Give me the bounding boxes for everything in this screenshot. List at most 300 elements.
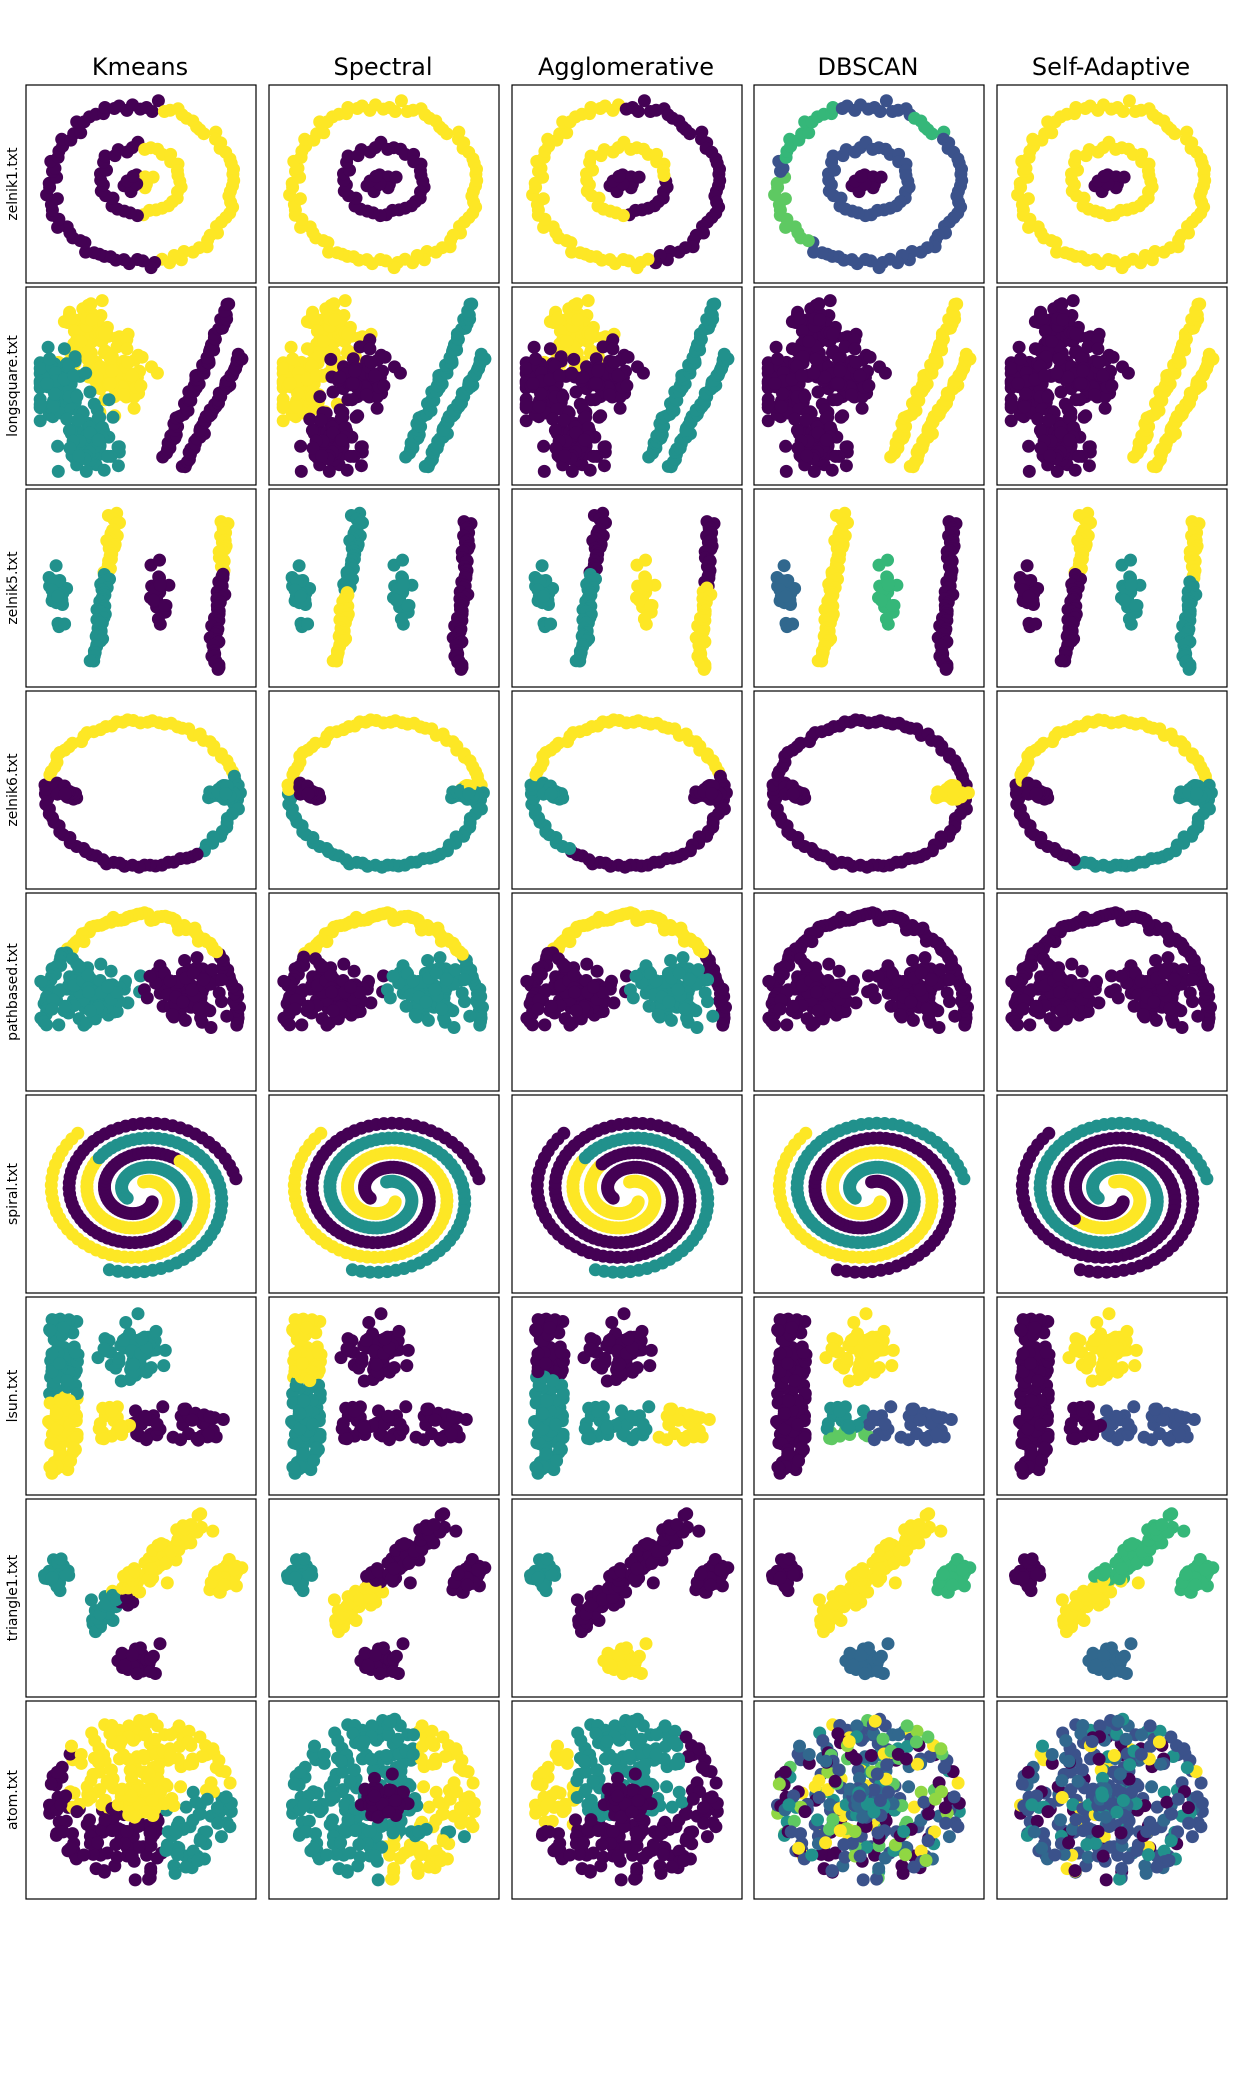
- data-point: [537, 590, 550, 603]
- data-point: [546, 413, 559, 426]
- panel-zelnik6-agglomerative: [512, 691, 742, 889]
- data-point: [800, 449, 813, 462]
- data-point: [565, 367, 578, 380]
- data-point: [82, 986, 95, 999]
- data-point: [301, 618, 314, 631]
- data-point: [105, 365, 118, 378]
- data-point: [390, 171, 403, 184]
- data-point: [537, 440, 550, 453]
- data-point: [571, 313, 584, 326]
- data-point: [644, 599, 657, 612]
- data-point: [435, 1003, 448, 1016]
- data-point: [1096, 369, 1109, 382]
- data-point: [277, 975, 290, 988]
- panel-zelnik5-kmeans: [26, 489, 256, 687]
- data-point: [197, 127, 210, 140]
- data-point: [613, 170, 626, 183]
- data-point: [197, 973, 210, 986]
- data-point: [849, 356, 862, 369]
- data-point: [1062, 371, 1075, 384]
- data-point: [348, 365, 361, 378]
- data-point: [779, 590, 792, 603]
- data-point: [831, 393, 844, 406]
- data-point: [545, 787, 558, 800]
- data-point: [1193, 298, 1206, 311]
- row-label-zelnik6: zelnik6.txt: [5, 753, 21, 827]
- data-point: [589, 393, 602, 406]
- data-point: [284, 377, 297, 390]
- data-point: [560, 335, 573, 348]
- data-point: [113, 440, 126, 453]
- data-point: [1022, 440, 1035, 453]
- data-point: [172, 169, 185, 182]
- data-point: [955, 174, 968, 187]
- data-point: [220, 1010, 233, 1023]
- data-point: [882, 578, 895, 591]
- row-labels: [5, 147, 21, 1830]
- data-point: [813, 313, 826, 326]
- row-label-triangle1: triangle1.txt: [5, 1554, 21, 1642]
- panel-zelnik1-dbscan: [754, 85, 984, 283]
- data-point: [775, 400, 788, 413]
- data-point: [317, 335, 330, 348]
- data-point: [120, 342, 133, 355]
- data-point: [638, 613, 651, 626]
- data-point: [879, 367, 892, 380]
- data-point: [415, 169, 428, 182]
- column-title-spectral: Spectral: [333, 53, 433, 81]
- panel-longsquare-kmeans: [26, 287, 256, 485]
- data-point: [41, 377, 54, 390]
- data-point: [51, 440, 64, 453]
- data-point: [762, 362, 775, 375]
- data-point: [147, 594, 160, 607]
- data-point: [590, 377, 603, 390]
- data-point: [1043, 414, 1056, 427]
- data-point: [206, 963, 219, 976]
- data-point: [1029, 342, 1042, 355]
- data-point: [397, 578, 410, 591]
- data-point: [769, 377, 782, 390]
- data-point: [176, 996, 189, 1009]
- data-point: [558, 414, 571, 427]
- data-point: [1123, 613, 1136, 626]
- data-point: [826, 464, 839, 477]
- data-point: [862, 379, 875, 392]
- data-point: [1069, 464, 1082, 477]
- data-point: [824, 294, 837, 307]
- data-point: [633, 594, 646, 607]
- data-point: [855, 170, 868, 183]
- data-point: [164, 974, 177, 987]
- data-point: [85, 297, 98, 310]
- data-point: [222, 298, 235, 311]
- data-point: [571, 297, 584, 310]
- data-point: [778, 559, 791, 572]
- data-point: [544, 342, 557, 355]
- data-point: [533, 400, 546, 413]
- data-point: [1088, 389, 1101, 402]
- data-point: [820, 434, 833, 447]
- data-point: [1036, 312, 1049, 325]
- data-point: [73, 960, 86, 973]
- panel-zelnik6-self-adaptive: [997, 691, 1227, 889]
- data-point: [829, 450, 842, 463]
- data-point: [1078, 411, 1091, 424]
- data-point: [881, 554, 894, 567]
- data-point: [1005, 362, 1018, 375]
- data-point: [84, 386, 97, 399]
- column-titles: [92, 53, 1190, 81]
- data-point: [152, 613, 165, 626]
- panel-zelnik1-spectral: [269, 85, 499, 283]
- data-point: [34, 362, 47, 375]
- panel-zelnik6-dbscan: [754, 691, 984, 889]
- data-point: [293, 559, 306, 572]
- data-point: [212, 663, 225, 676]
- data-point: [1030, 787, 1043, 800]
- data-point: [900, 169, 913, 182]
- panel-longsquare-self-adaptive: [997, 287, 1227, 485]
- data-point: [1021, 559, 1034, 572]
- data-point: [98, 328, 111, 341]
- data-point: [570, 654, 583, 667]
- data-point: [551, 312, 564, 325]
- data-point: [1099, 402, 1112, 415]
- data-point: [72, 449, 85, 462]
- panel-zelnik5-spectral: [269, 489, 499, 687]
- row-label-zelnik5: zelnik5.txt: [5, 551, 21, 625]
- data-point: [593, 411, 606, 424]
- data-point: [348, 965, 361, 978]
- data-point: [384, 991, 397, 1004]
- data-point: [1074, 393, 1087, 406]
- data-point: [294, 440, 307, 453]
- data-point: [1056, 313, 1069, 326]
- data-point: [283, 1018, 296, 1031]
- data-point: [819, 371, 832, 384]
- data-point: [81, 353, 94, 366]
- row-label-pathbased: pathbased.txt: [5, 943, 21, 1041]
- data-point: [1045, 335, 1058, 348]
- data-point: [65, 312, 78, 325]
- data-point: [377, 379, 390, 392]
- data-point: [1055, 386, 1068, 399]
- data-point: [395, 613, 408, 626]
- data-point: [344, 981, 357, 994]
- data-point: [153, 554, 166, 567]
- data-point: [325, 986, 338, 999]
- data-point: [835, 411, 848, 424]
- data-point: [718, 348, 731, 361]
- data-point: [409, 1008, 422, 1021]
- data-point: [434, 951, 447, 964]
- data-point: [350, 411, 363, 424]
- data-point: [1075, 377, 1088, 390]
- column-title-kmeans: Kmeans: [91, 53, 189, 81]
- data-point: [812, 654, 825, 667]
- data-point: [360, 389, 373, 402]
- data-point: [826, 328, 839, 341]
- data-point: [698, 663, 711, 676]
- data-point: [603, 389, 616, 402]
- data-point: [1168, 127, 1181, 140]
- data-point: [567, 353, 580, 366]
- data-point: [103, 393, 116, 406]
- panel-zelnik1-self-adaptive: [997, 85, 1227, 283]
- data-point: [713, 174, 726, 187]
- data-point: [308, 312, 321, 325]
- data-point: [144, 970, 157, 983]
- data-point: [286, 352, 299, 365]
- data-point: [577, 371, 590, 384]
- data-point: [853, 369, 866, 382]
- data-point: [117, 389, 130, 402]
- data-point: [1098, 170, 1111, 183]
- data-point: [341, 464, 354, 477]
- data-point: [940, 663, 953, 676]
- data-point: [96, 294, 109, 307]
- data-point: [527, 377, 540, 390]
- data-point: [154, 578, 167, 591]
- data-point: [379, 351, 392, 364]
- data-point: [606, 342, 619, 355]
- data-point: [121, 356, 134, 369]
- data-point: [58, 618, 71, 631]
- data-point: [786, 618, 799, 631]
- panel-pathbased-spectral: [269, 893, 499, 1091]
- data-point: [151, 367, 164, 380]
- data-point: [302, 1000, 315, 1013]
- data-point: [310, 369, 323, 382]
- data-point: [368, 369, 381, 382]
- data-point: [1063, 434, 1076, 447]
- data-point: [833, 365, 846, 378]
- data-point: [179, 1014, 192, 1027]
- data-point: [1105, 379, 1118, 392]
- data-point: [277, 362, 290, 375]
- data-point: [346, 393, 359, 406]
- data-point: [864, 351, 877, 364]
- data-point: [67, 369, 80, 382]
- data-point: [227, 174, 240, 187]
- data-point: [1183, 663, 1196, 676]
- data-point: [186, 983, 199, 996]
- data-point: [470, 174, 483, 187]
- data-point: [845, 389, 858, 402]
- data-point: [1014, 352, 1027, 365]
- data-point: [1018, 400, 1031, 413]
- data-point: [387, 970, 400, 983]
- data-point: [771, 352, 784, 365]
- data-point: [462, 787, 475, 800]
- row-label-lsun: lsun.txt: [5, 1369, 21, 1423]
- data-point: [786, 342, 799, 355]
- panel-pathbased-agglomerative: [512, 893, 742, 1091]
- data-point: [219, 787, 232, 800]
- data-point: [289, 1003, 302, 1016]
- data-point: [620, 379, 633, 392]
- data-point: [43, 352, 56, 365]
- data-point: [328, 313, 341, 326]
- data-point: [295, 465, 308, 478]
- data-point: [798, 390, 811, 403]
- data-point: [449, 963, 462, 976]
- data-point: [335, 434, 348, 447]
- panel-zelnik5-agglomerative: [512, 489, 742, 687]
- data-point: [1043, 449, 1056, 462]
- data-point: [364, 356, 377, 369]
- data-point: [394, 367, 407, 380]
- data-point: [125, 369, 138, 382]
- data-point: [324, 353, 337, 366]
- data-point: [295, 1018, 308, 1031]
- data-point: [458, 995, 471, 1008]
- data-point: [705, 787, 718, 800]
- data-point: [51, 590, 64, 603]
- data-point: [1125, 578, 1138, 591]
- data-point: [339, 294, 352, 307]
- data-point: [1056, 297, 1069, 310]
- data-point: [591, 365, 604, 378]
- data-point: [315, 414, 328, 427]
- data-point: [770, 341, 783, 354]
- data-point: [1031, 413, 1044, 426]
- data-point: [59, 787, 72, 800]
- data-point: [463, 1010, 476, 1023]
- data-point: [802, 335, 815, 348]
- data-point: [1050, 367, 1063, 380]
- data-point: [1072, 450, 1085, 463]
- data-point: [166, 1008, 179, 1021]
- data-point: [290, 400, 303, 413]
- data-point: [328, 297, 341, 310]
- data-point: [947, 787, 960, 800]
- data-point: [1067, 294, 1080, 307]
- data-point: [50, 559, 63, 572]
- column-title-agglomerative: Agglomerative: [537, 53, 715, 81]
- data-point: [520, 362, 533, 375]
- data-point: [1190, 787, 1203, 800]
- data-point: [1041, 390, 1054, 403]
- data-point: [105, 965, 118, 978]
- panel-longsquare-spectral: [269, 287, 499, 485]
- data-point: [301, 342, 314, 355]
- data-point: [520, 398, 533, 411]
- data-point: [633, 171, 646, 184]
- data-point: [1092, 356, 1105, 369]
- data-point: [1076, 365, 1089, 378]
- row-label-zelnik1: zelnik1.txt: [5, 147, 21, 221]
- data-point: [1012, 377, 1025, 390]
- data-point: [134, 379, 147, 392]
- data-point: [294, 590, 307, 603]
- data-point: [683, 127, 696, 140]
- data-point: [599, 440, 612, 453]
- data-point: [84, 1004, 97, 1017]
- data-point: [85, 313, 98, 326]
- scatter-panels: [26, 85, 1227, 1899]
- data-point: [440, 973, 453, 986]
- data-point: [1143, 169, 1156, 182]
- data-point: [52, 1018, 65, 1031]
- data-point: [303, 413, 316, 426]
- data-point: [529, 352, 542, 365]
- data-point: [407, 974, 420, 987]
- data-point: [611, 369, 624, 382]
- data-point: [538, 465, 551, 478]
- data-point: [925, 127, 938, 140]
- data-point: [52, 465, 65, 478]
- data-point: [215, 973, 228, 986]
- data-point: [47, 400, 60, 413]
- data-point: [191, 951, 204, 964]
- data-point: [556, 390, 569, 403]
- data-point: [875, 594, 888, 607]
- data-point: [302, 787, 315, 800]
- data-point: [832, 377, 845, 390]
- data-point: [277, 398, 290, 411]
- data-point: [587, 450, 600, 463]
- data-point: [440, 127, 453, 140]
- data-point: [344, 450, 357, 463]
- data-point: [104, 377, 117, 390]
- data-point: [848, 342, 861, 355]
- data-point: [371, 402, 384, 415]
- data-point: [79, 367, 92, 380]
- data-point: [841, 440, 854, 453]
- panel-zelnik6-spectral: [269, 691, 499, 889]
- data-point: [779, 440, 792, 453]
- data-point: [334, 371, 347, 384]
- data-point: [84, 654, 97, 667]
- data-point: [205, 1021, 218, 1034]
- data-point: [1129, 599, 1142, 612]
- data-point: [40, 1018, 53, 1031]
- data-point: [475, 348, 488, 361]
- data-point: [59, 1000, 72, 1013]
- data-point: [448, 1021, 461, 1034]
- data-point: [363, 342, 376, 355]
- data-point: [1029, 618, 1042, 631]
- data-point: [92, 434, 105, 447]
- data-point: [807, 367, 820, 380]
- data-point: [1038, 369, 1051, 382]
- data-point: [1013, 341, 1026, 354]
- data-point: [232, 348, 245, 361]
- data-point: [875, 171, 888, 184]
- data-point: [960, 348, 973, 361]
- data-point: [74, 335, 87, 348]
- data-point: [762, 398, 775, 411]
- data-point: [582, 294, 595, 307]
- data-point: [544, 618, 557, 631]
- row-label-spiral: spiral.txt: [5, 1162, 21, 1226]
- data-point: [215, 995, 228, 1008]
- data-point: [401, 599, 414, 612]
- data-point: [793, 312, 806, 325]
- data-point: [1091, 342, 1104, 355]
- panel-zelnik1-kmeans: [26, 85, 256, 283]
- data-point: [91, 371, 104, 384]
- data-point: [34, 398, 47, 411]
- data-point: [1022, 590, 1035, 603]
- column-title-self-adaptive: Self-Adaptive: [1031, 53, 1191, 81]
- row-label-longsquare: longsquare.txt: [5, 335, 21, 437]
- data-point: [1118, 594, 1131, 607]
- data-point: [809, 353, 822, 366]
- data-point: [136, 351, 149, 364]
